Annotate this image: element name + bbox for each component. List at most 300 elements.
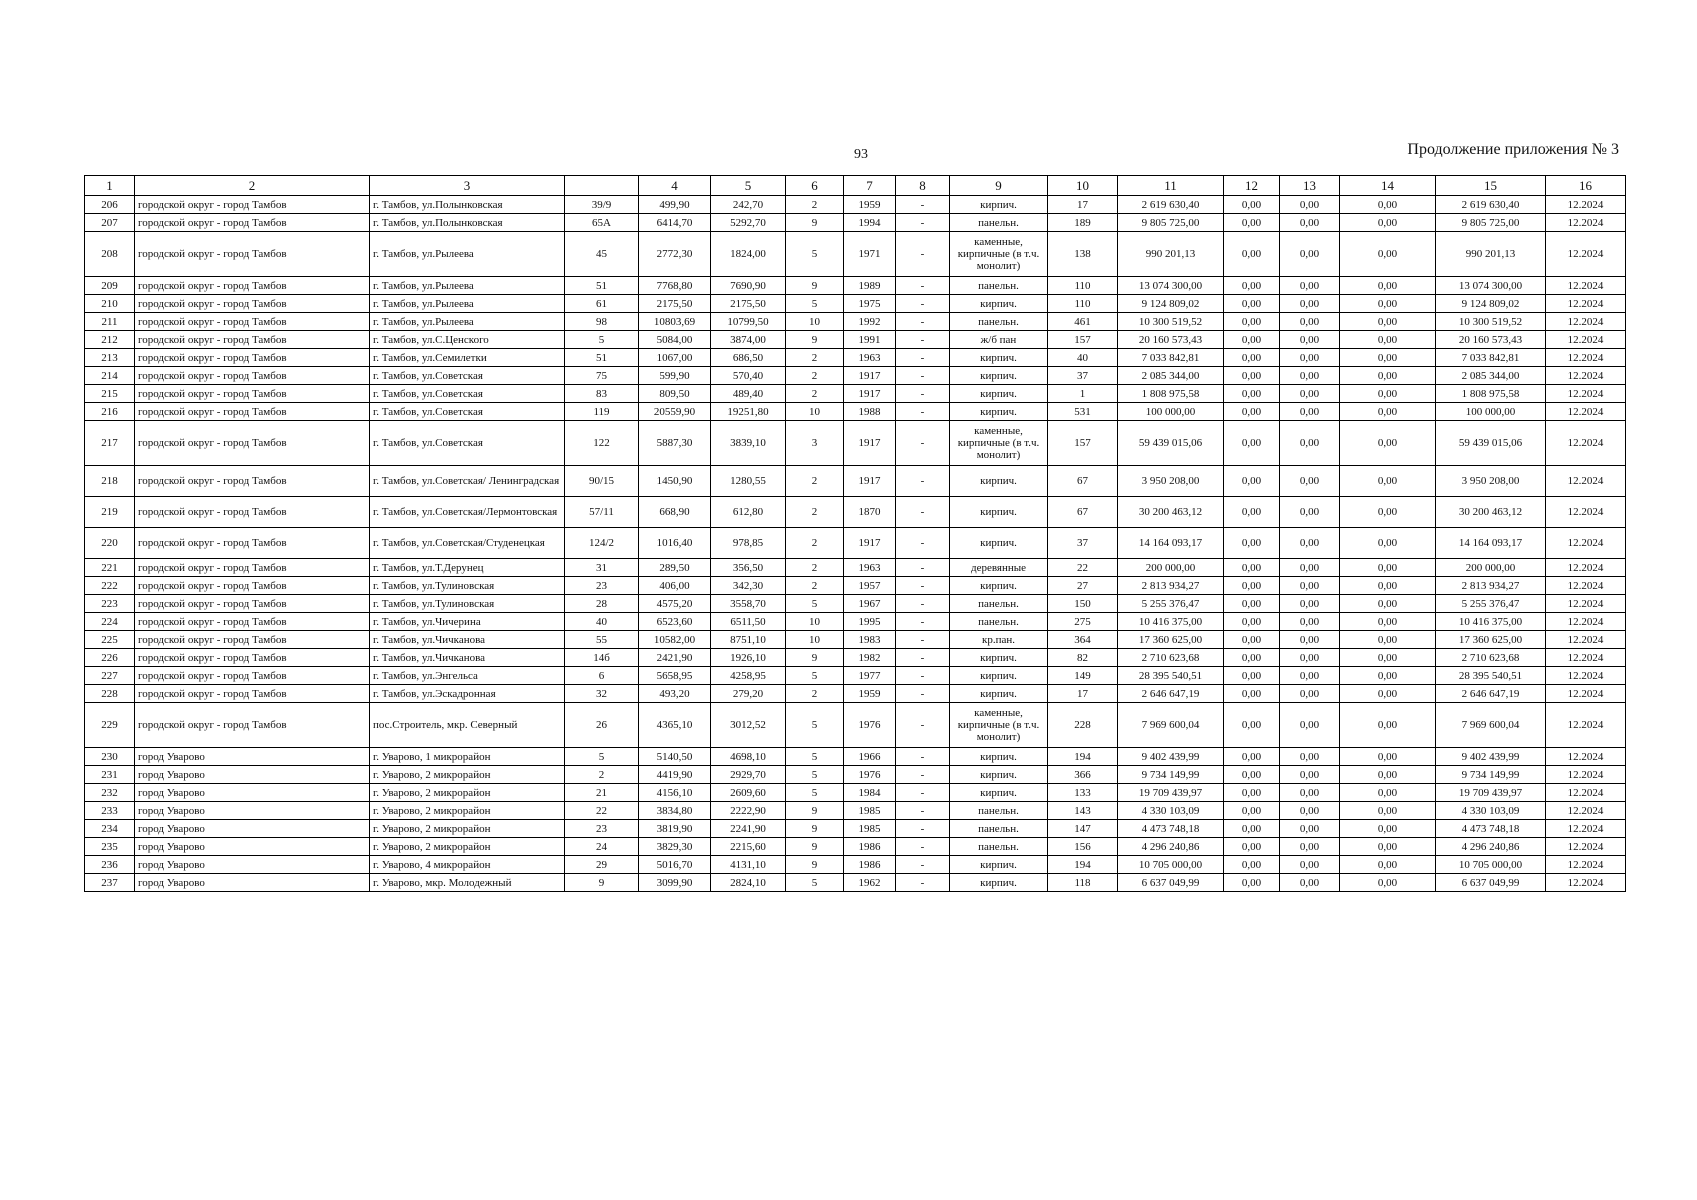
cell-floors: 9 (786, 820, 844, 838)
cell-row-number: 236 (85, 856, 135, 874)
cell-wall-material: кирпич. (950, 196, 1048, 214)
table-row (85, 595, 1626, 613)
cell-total-cost: 10 416 375,00 (1118, 613, 1224, 631)
cell-wall-material: кирпич. (950, 349, 1048, 367)
cell-total-area: 4419,90 (639, 766, 711, 784)
cell-year-built: 1917 (844, 385, 896, 403)
cell-cost-col-15: 10 705 000,00 (1436, 856, 1546, 874)
cell-floors: 2 (786, 559, 844, 577)
cell-living-area: 242,70 (711, 196, 786, 214)
cell-living-area: 2824,10 (711, 874, 786, 892)
cell-total-cost: 9 805 725,00 (1118, 214, 1224, 232)
cell-year-built: 1976 (844, 766, 896, 784)
cell-cost-col-15: 9 124 809,02 (1436, 295, 1546, 313)
cell-cost-col-15: 4 330 103,09 (1436, 802, 1546, 820)
cell-completion-date: 12.2024 (1546, 856, 1626, 874)
cell-living-area: 19251,80 (711, 403, 786, 421)
cell-cost-col-14: 0,00 (1340, 385, 1436, 403)
cell-municipality: город Уварово (135, 820, 370, 838)
cell-house-number: 45 (565, 232, 639, 277)
cell-total-cost: 2 619 630,40 (1118, 196, 1224, 214)
cell-year-built: 1962 (844, 874, 896, 892)
cell-row-number: 216 (85, 403, 135, 421)
cell-address: г. Тамбов, ул.Полынковская (370, 214, 565, 232)
table-row (85, 331, 1626, 349)
cell-cost-col-12: 0,00 (1224, 214, 1280, 232)
column-header-17: 16 (1546, 176, 1626, 196)
cell-total-cost: 1 808 975,58 (1118, 385, 1224, 403)
cell-residents: 17 (1048, 196, 1118, 214)
column-header-3: 3 (370, 176, 565, 196)
cell-residents: 194 (1048, 748, 1118, 766)
cell-row-number: 232 (85, 784, 135, 802)
cell-cost-col-12: 0,00 (1224, 703, 1280, 748)
cell-cost-col-12: 0,00 (1224, 403, 1280, 421)
cell-house-number: 29 (565, 856, 639, 874)
cell-cost-col-12: 0,00 (1224, 820, 1280, 838)
cell-row-number: 206 (85, 196, 135, 214)
cell-completion-date: 12.2024 (1546, 649, 1626, 667)
cell-floors: 5 (786, 595, 844, 613)
cell-address: г. Тамбов, ул.Рылеева (370, 313, 565, 331)
cell-cost-col-13: 0,00 (1280, 577, 1340, 595)
cell-completion-date: 12.2024 (1546, 277, 1626, 295)
cell-total-cost: 10 705 000,00 (1118, 856, 1224, 874)
cell-residents: 275 (1048, 613, 1118, 631)
cell-cost-col-13: 0,00 (1280, 403, 1340, 421)
cell-municipality: городской округ - город Тамбов (135, 313, 370, 331)
column-header-15: 14 (1340, 176, 1436, 196)
cell-municipality: город Уварово (135, 856, 370, 874)
cell-address: г. Тамбов, ул.Советская (370, 367, 565, 385)
cell-living-area: 2222,90 (711, 802, 786, 820)
cell-total-cost: 2 710 623,68 (1118, 649, 1224, 667)
cell-total-area: 668,90 (639, 497, 711, 528)
cell-cost-col-12: 0,00 (1224, 784, 1280, 802)
cell-year-renovated: - (896, 856, 950, 874)
cell-year-built: 1967 (844, 595, 896, 613)
cell-total-area: 7768,80 (639, 277, 711, 295)
cell-municipality: городской округ - город Тамбов (135, 232, 370, 277)
cell-house-number: 122 (565, 421, 639, 466)
cell-living-area: 3839,10 (711, 421, 786, 466)
table-row (85, 466, 1626, 497)
cell-municipality: городской округ - город Тамбов (135, 497, 370, 528)
cell-row-number: 218 (85, 466, 135, 497)
cell-house-number: 26 (565, 703, 639, 748)
column-header-7: 6 (786, 176, 844, 196)
column-header-11: 10 (1048, 176, 1118, 196)
cell-floors: 9 (786, 214, 844, 232)
cell-address: г. Уварово, 2 микрорайон (370, 820, 565, 838)
cell-completion-date: 12.2024 (1546, 874, 1626, 892)
cell-row-number: 224 (85, 613, 135, 631)
cell-cost-col-12: 0,00 (1224, 856, 1280, 874)
cell-completion-date: 12.2024 (1546, 295, 1626, 313)
cell-living-area: 3558,70 (711, 595, 786, 613)
cell-total-area: 406,00 (639, 577, 711, 595)
cell-floors: 2 (786, 349, 844, 367)
cell-residents: 40 (1048, 349, 1118, 367)
cell-wall-material: каменные, кирпичные (в т.ч. монолит) (950, 232, 1048, 277)
cell-year-built: 1917 (844, 466, 896, 497)
cell-wall-material: кирпич. (950, 667, 1048, 685)
cell-floors: 3 (786, 421, 844, 466)
cell-house-number: 14б (565, 649, 639, 667)
cell-address: г. Уварово, 4 микрорайон (370, 856, 565, 874)
cell-completion-date: 12.2024 (1546, 421, 1626, 466)
cell-year-built: 1870 (844, 497, 896, 528)
column-header-14: 13 (1280, 176, 1340, 196)
cell-floors: 9 (786, 802, 844, 820)
cell-row-number: 217 (85, 421, 135, 466)
cell-total-area: 6523,60 (639, 613, 711, 631)
cell-cost-col-14: 0,00 (1340, 838, 1436, 856)
cell-year-renovated: - (896, 631, 950, 649)
cell-living-area: 686,50 (711, 349, 786, 367)
cell-living-area: 2175,50 (711, 295, 786, 313)
cell-cost-col-14: 0,00 (1340, 421, 1436, 466)
cell-year-renovated: - (896, 595, 950, 613)
cell-living-area: 2929,70 (711, 766, 786, 784)
cell-floors: 5 (786, 766, 844, 784)
cell-cost-col-13: 0,00 (1280, 595, 1340, 613)
cell-wall-material: кирпич. (950, 766, 1048, 784)
cell-living-area: 6511,50 (711, 613, 786, 631)
cell-house-number: 65А (565, 214, 639, 232)
cell-year-built: 1976 (844, 703, 896, 748)
cell-year-renovated: - (896, 277, 950, 295)
cell-residents: 143 (1048, 802, 1118, 820)
cell-cost-col-13: 0,00 (1280, 232, 1340, 277)
cell-cost-col-15: 19 709 439,97 (1436, 784, 1546, 802)
cell-year-built: 1988 (844, 403, 896, 421)
cell-municipality: городской округ - город Тамбов (135, 421, 370, 466)
cell-cost-col-12: 0,00 (1224, 595, 1280, 613)
cell-completion-date: 12.2024 (1546, 667, 1626, 685)
cell-cost-col-13: 0,00 (1280, 528, 1340, 559)
cell-living-area: 612,80 (711, 497, 786, 528)
cell-total-cost: 4 473 748,18 (1118, 820, 1224, 838)
cell-row-number: 215 (85, 385, 135, 403)
cell-living-area: 978,85 (711, 528, 786, 559)
cell-address: г. Уварово, 2 микрорайон (370, 784, 565, 802)
cell-municipality: городской округ - город Тамбов (135, 631, 370, 649)
cell-house-number: 21 (565, 784, 639, 802)
cell-total-cost: 2 813 934,27 (1118, 577, 1224, 595)
cell-cost-col-14: 0,00 (1340, 331, 1436, 349)
cell-address: г. Тамбов, ул.Советская (370, 421, 565, 466)
cell-living-area: 1926,10 (711, 649, 786, 667)
cell-completion-date: 12.2024 (1546, 685, 1626, 703)
cell-living-area: 342,30 (711, 577, 786, 595)
cell-year-built: 1985 (844, 820, 896, 838)
cell-row-number: 223 (85, 595, 135, 613)
cell-cost-col-15: 9 805 725,00 (1436, 214, 1546, 232)
cell-residents: 118 (1048, 874, 1118, 892)
cell-year-built: 1966 (844, 748, 896, 766)
cell-wall-material: панельн. (950, 277, 1048, 295)
cell-cost-col-15: 59 439 015,06 (1436, 421, 1546, 466)
cell-cost-col-13: 0,00 (1280, 838, 1340, 856)
cell-wall-material: ж/б пан (950, 331, 1048, 349)
table-row (85, 313, 1626, 331)
cell-floors: 5 (786, 295, 844, 313)
appendix-continuation-note: Продолжение приложения № 3 (1407, 141, 1619, 158)
cell-living-area: 489,40 (711, 385, 786, 403)
cell-municipality: городской округ - город Тамбов (135, 349, 370, 367)
cell-cost-col-13: 0,00 (1280, 820, 1340, 838)
cell-cost-col-12: 0,00 (1224, 367, 1280, 385)
cell-cost-col-12: 0,00 (1224, 385, 1280, 403)
cell-year-built: 1917 (844, 421, 896, 466)
cell-address: г. Тамбов, ул.Т.Дерунец (370, 559, 565, 577)
cell-cost-col-13: 0,00 (1280, 196, 1340, 214)
table-row (85, 703, 1626, 748)
cell-floors: 2 (786, 385, 844, 403)
cell-year-renovated: - (896, 466, 950, 497)
cell-completion-date: 12.2024 (1546, 559, 1626, 577)
cell-living-area: 4131,10 (711, 856, 786, 874)
cell-cost-col-15: 7 033 842,81 (1436, 349, 1546, 367)
cell-row-number: 212 (85, 331, 135, 349)
cell-house-number: 31 (565, 559, 639, 577)
cell-cost-col-13: 0,00 (1280, 497, 1340, 528)
cell-total-area: 599,90 (639, 367, 711, 385)
cell-total-area: 2772,30 (639, 232, 711, 277)
cell-total-cost: 9 124 809,02 (1118, 295, 1224, 313)
cell-total-cost: 4 296 240,86 (1118, 838, 1224, 856)
cell-municipality: городской округ - город Тамбов (135, 214, 370, 232)
table-row (85, 613, 1626, 631)
cell-row-number: 213 (85, 349, 135, 367)
cell-cost-col-13: 0,00 (1280, 802, 1340, 820)
cell-year-renovated: - (896, 802, 950, 820)
cell-living-area: 2609,60 (711, 784, 786, 802)
table-row (85, 577, 1626, 595)
cell-total-area: 2175,50 (639, 295, 711, 313)
cell-cost-col-15: 28 395 540,51 (1436, 667, 1546, 685)
cell-floors: 5 (786, 748, 844, 766)
cell-completion-date: 12.2024 (1546, 403, 1626, 421)
cell-year-built: 1984 (844, 784, 896, 802)
cell-cost-col-14: 0,00 (1340, 784, 1436, 802)
cell-cost-col-14: 0,00 (1340, 214, 1436, 232)
cell-cost-col-12: 0,00 (1224, 748, 1280, 766)
cell-year-renovated: - (896, 497, 950, 528)
cell-year-renovated: - (896, 196, 950, 214)
table-row (85, 528, 1626, 559)
cell-wall-material: панельн. (950, 820, 1048, 838)
cell-cost-col-12: 0,00 (1224, 874, 1280, 892)
cell-floors: 2 (786, 528, 844, 559)
cell-row-number: 230 (85, 748, 135, 766)
cell-address: г. Тамбов, ул.Советская/Лермонтовская (370, 497, 565, 528)
cell-residents: 22 (1048, 559, 1118, 577)
cell-cost-col-15: 30 200 463,12 (1436, 497, 1546, 528)
cell-residents: 194 (1048, 856, 1118, 874)
cell-year-renovated: - (896, 528, 950, 559)
cell-municipality: город Уварово (135, 784, 370, 802)
cell-cost-col-12: 0,00 (1224, 559, 1280, 577)
cell-floors: 2 (786, 685, 844, 703)
cell-cost-col-12: 0,00 (1224, 295, 1280, 313)
cell-row-number: 221 (85, 559, 135, 577)
cell-floors: 9 (786, 856, 844, 874)
cell-residents: 37 (1048, 528, 1118, 559)
cell-total-area: 2421,90 (639, 649, 711, 667)
column-header-13: 12 (1224, 176, 1280, 196)
cell-floors: 10 (786, 403, 844, 421)
cell-wall-material: кирпич. (950, 856, 1048, 874)
cell-cost-col-12: 0,00 (1224, 667, 1280, 685)
cell-row-number: 229 (85, 703, 135, 748)
cell-year-built: 1989 (844, 277, 896, 295)
cell-cost-col-14: 0,00 (1340, 595, 1436, 613)
table-row (85, 838, 1626, 856)
housing-repair-table (84, 175, 1626, 892)
cell-cost-col-13: 0,00 (1280, 421, 1340, 466)
cell-cost-col-13: 0,00 (1280, 466, 1340, 497)
column-header-1: 1 (85, 176, 135, 196)
cell-total-cost: 4 330 103,09 (1118, 802, 1224, 820)
cell-year-renovated: - (896, 385, 950, 403)
cell-year-renovated: - (896, 703, 950, 748)
cell-completion-date: 12.2024 (1546, 349, 1626, 367)
cell-total-area: 4365,10 (639, 703, 711, 748)
cell-total-cost: 19 709 439,97 (1118, 784, 1224, 802)
table-row (85, 277, 1626, 295)
cell-residents: 138 (1048, 232, 1118, 277)
cell-row-number: 210 (85, 295, 135, 313)
cell-completion-date: 12.2024 (1546, 820, 1626, 838)
cell-cost-col-15: 9 734 149,99 (1436, 766, 1546, 784)
cell-total-area: 10803,69 (639, 313, 711, 331)
table-row (85, 559, 1626, 577)
cell-completion-date: 12.2024 (1546, 577, 1626, 595)
cell-municipality: городской округ - город Тамбов (135, 466, 370, 497)
cell-total-cost: 13 074 300,00 (1118, 277, 1224, 295)
cell-municipality: городской округ - город Тамбов (135, 367, 370, 385)
cell-municipality: город Уварово (135, 874, 370, 892)
cell-floors: 9 (786, 649, 844, 667)
cell-total-cost: 990 201,13 (1118, 232, 1224, 277)
cell-wall-material: панельн. (950, 214, 1048, 232)
cell-total-cost: 2 085 344,00 (1118, 367, 1224, 385)
cell-total-cost: 14 164 093,17 (1118, 528, 1224, 559)
cell-house-number: 83 (565, 385, 639, 403)
table-row (85, 421, 1626, 466)
cell-cost-col-14: 0,00 (1340, 631, 1436, 649)
cell-completion-date: 12.2024 (1546, 385, 1626, 403)
cell-cost-col-13: 0,00 (1280, 559, 1340, 577)
cell-cost-col-14: 0,00 (1340, 196, 1436, 214)
cell-wall-material: кирпич. (950, 403, 1048, 421)
cell-completion-date: 12.2024 (1546, 331, 1626, 349)
cell-cost-col-14: 0,00 (1340, 613, 1436, 631)
table-row (85, 802, 1626, 820)
cell-wall-material: кирпич. (950, 528, 1048, 559)
cell-residents: 157 (1048, 421, 1118, 466)
cell-completion-date: 12.2024 (1546, 214, 1626, 232)
cell-cost-col-13: 0,00 (1280, 748, 1340, 766)
cell-total-cost: 17 360 625,00 (1118, 631, 1224, 649)
table-row (85, 820, 1626, 838)
cell-cost-col-13: 0,00 (1280, 295, 1340, 313)
cell-house-number: 32 (565, 685, 639, 703)
cell-year-built: 1982 (844, 649, 896, 667)
cell-year-renovated: - (896, 403, 950, 421)
cell-total-area: 3834,80 (639, 802, 711, 820)
cell-row-number: 231 (85, 766, 135, 784)
cell-year-renovated: - (896, 295, 950, 313)
cell-municipality: городской округ - город Тамбов (135, 528, 370, 559)
cell-municipality: городской округ - город Тамбов (135, 649, 370, 667)
cell-year-built: 1977 (844, 667, 896, 685)
cell-address: г. Тамбов, ул.Рылеева (370, 232, 565, 277)
cell-total-cost: 7 969 600,04 (1118, 703, 1224, 748)
cell-address: г. Тамбов, ул.Полынковская (370, 196, 565, 214)
cell-cost-col-15: 2 085 344,00 (1436, 367, 1546, 385)
cell-total-cost: 2 646 647,19 (1118, 685, 1224, 703)
cell-cost-col-13: 0,00 (1280, 856, 1340, 874)
cell-year-built: 1986 (844, 856, 896, 874)
cell-municipality: городской округ - город Тамбов (135, 403, 370, 421)
cell-year-built: 1917 (844, 367, 896, 385)
cell-year-built: 1963 (844, 349, 896, 367)
cell-residents: 461 (1048, 313, 1118, 331)
cell-cost-col-13: 0,00 (1280, 349, 1340, 367)
cell-total-area: 3829,30 (639, 838, 711, 856)
cell-house-number: 22 (565, 802, 639, 820)
cell-total-area: 1450,90 (639, 466, 711, 497)
cell-completion-date: 12.2024 (1546, 497, 1626, 528)
cell-cost-col-13: 0,00 (1280, 874, 1340, 892)
cell-address: г. Уварово, 1 микрорайон (370, 748, 565, 766)
cell-cost-col-14: 0,00 (1340, 277, 1436, 295)
cell-residents: 67 (1048, 466, 1118, 497)
cell-living-area: 570,40 (711, 367, 786, 385)
column-header-9: 8 (896, 176, 950, 196)
cell-total-area: 4575,20 (639, 595, 711, 613)
cell-floors: 9 (786, 331, 844, 349)
cell-cost-col-12: 0,00 (1224, 528, 1280, 559)
cell-address: г. Тамбов, ул.Советская/ Ленинградская (370, 466, 565, 497)
cell-house-number: 39/9 (565, 196, 639, 214)
cell-year-built: 1983 (844, 631, 896, 649)
cell-wall-material: кр.пан. (950, 631, 1048, 649)
cell-house-number: 23 (565, 820, 639, 838)
cell-house-number: 90/15 (565, 466, 639, 497)
cell-cost-col-12: 0,00 (1224, 838, 1280, 856)
cell-municipality: городской округ - город Тамбов (135, 295, 370, 313)
cell-floors: 2 (786, 196, 844, 214)
cell-house-number: 51 (565, 349, 639, 367)
cell-address: г. Уварово, мкр. Молодежный (370, 874, 565, 892)
cell-address: г. Тамбов, ул.Чичерина (370, 613, 565, 631)
cell-row-number: 225 (85, 631, 135, 649)
cell-wall-material: кирпич. (950, 649, 1048, 667)
cell-completion-date: 12.2024 (1546, 466, 1626, 497)
cell-total-area: 809,50 (639, 385, 711, 403)
cell-wall-material: панельн. (950, 595, 1048, 613)
cell-completion-date: 12.2024 (1546, 802, 1626, 820)
cell-year-renovated: - (896, 784, 950, 802)
cell-wall-material: панельн. (950, 613, 1048, 631)
table-row (85, 631, 1626, 649)
cell-residents: 150 (1048, 595, 1118, 613)
cell-year-renovated: - (896, 649, 950, 667)
